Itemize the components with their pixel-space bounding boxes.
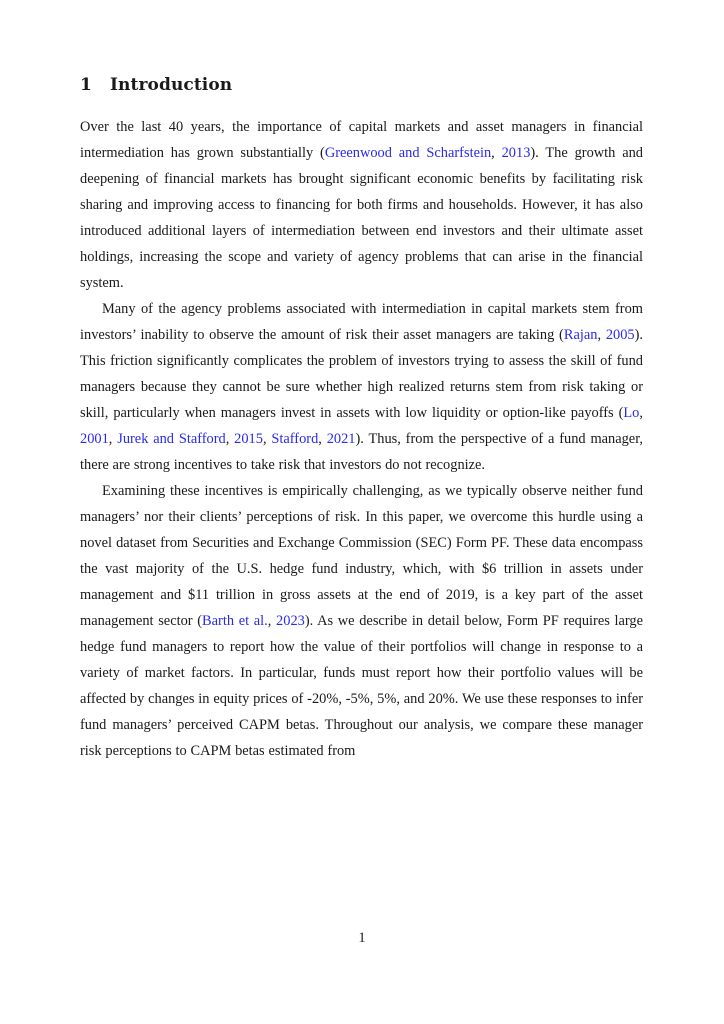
- section-heading: [80, 72, 643, 98]
- section-title: Introduction: [110, 75, 233, 95]
- citation-year-2005[interactable]: 2005: [605, 327, 635, 343]
- citation-greenwood-scharfstein[interactable]: Greenwood and Scharfstein: [324, 145, 492, 161]
- paragraph-text: ,: [108, 431, 118, 447]
- paragraph-text: ). Thus, from the perspective of a fund manager, there are strong incentives to take risk that investors do not recognize.: [80, 431, 644, 473]
- citation-year-2015[interactable]: 2015: [234, 431, 263, 447]
- paragraph-text: ,: [267, 613, 277, 629]
- page-number: 1: [358, 930, 366, 946]
- paragraph-text: ). As we describe in detail below, Form PF requires large hedge fund managers to report how the value of their portfolios will change in response to a variety of market factors. In particular, funds must report how their portfolio values will be affected by changes in equity prices of -20%, -5%, 5%, and 20%. We use these responses to infer fund managers’ perceived CAPM betas. Throughout our analysis, we compare these manager risk perceptions to CAPM betas estimated from: [80, 613, 643, 759]
- paragraph-3: [80, 478, 643, 764]
- paragraph-text: ,: [491, 145, 502, 161]
- paragraph-text: ,: [318, 431, 327, 447]
- citation-year-2023[interactable]: 2023: [276, 613, 305, 629]
- page-body: [80, 72, 643, 764]
- paragraph-text: ,: [225, 431, 235, 447]
- paragraph-text: ,: [262, 431, 272, 447]
- citation-barth-et-al[interactable]: Barth et al.: [202, 613, 268, 629]
- citation-rajan[interactable]: Rajan: [563, 327, 598, 343]
- paragraph-text: Examining these incentives is empirically challenging, as we typically observe neither fund managers’ nor their clients’ perceptions of risk. In this paper, we overcome this hurdle using a novel dataset from Securities and Exchange Commission (SEC) Form PF. These data encompass the vast majority of the U.S. hedge fund industry, which, with $6 trillion in assets under management and $11 trillion in gross assets at the end of 2019, is a key part of the asset management sector (: [80, 483, 643, 629]
- paragraph-text: ,: [639, 405, 643, 421]
- section-number: 1: [80, 75, 92, 95]
- citation-lo[interactable]: Lo: [623, 405, 640, 421]
- paragraph-text: ). This friction significantly complicates the problem of investors trying to assess the skill of fund managers because they cannot be sure whether high realized returns stem from risk taking or skill, particularly when managers invest in assets with low liquidity or option-like payoffs (: [80, 327, 643, 421]
- citation-jurek-stafford[interactable]: Jurek and Stafford: [117, 431, 226, 447]
- paragraph-text: Many of the agency problems associated with intermediation in capital markets stem from investors’ inability to observe the amount of risk their asset managers are taking (: [80, 301, 643, 343]
- citation-year-2013[interactable]: 2013: [501, 145, 531, 161]
- paragraph-1: [80, 114, 643, 296]
- paragraph-2: [80, 296, 643, 478]
- citation-stafford[interactable]: Stafford: [271, 431, 319, 447]
- citation-year-2021[interactable]: 2021: [326, 431, 356, 447]
- paragraph-text: Over the last 40 years, the importance of capital markets and asset managers in financial intermediation has grown substantially (: [80, 119, 643, 161]
- paragraph-text: ,: [597, 327, 606, 343]
- paragraph-text: ). The growth and deepening of financial markets has brought significant economic benefits by facilitating risk sharing and improving access to financing for both firms and households. However, it has also introduced additional layers of intermediation between end investors and their ultimate asset holdings, increasing the scope and variety of agency problems that can arise in the financial system.: [80, 145, 643, 291]
- citation-year-2001[interactable]: 2001: [80, 431, 109, 447]
